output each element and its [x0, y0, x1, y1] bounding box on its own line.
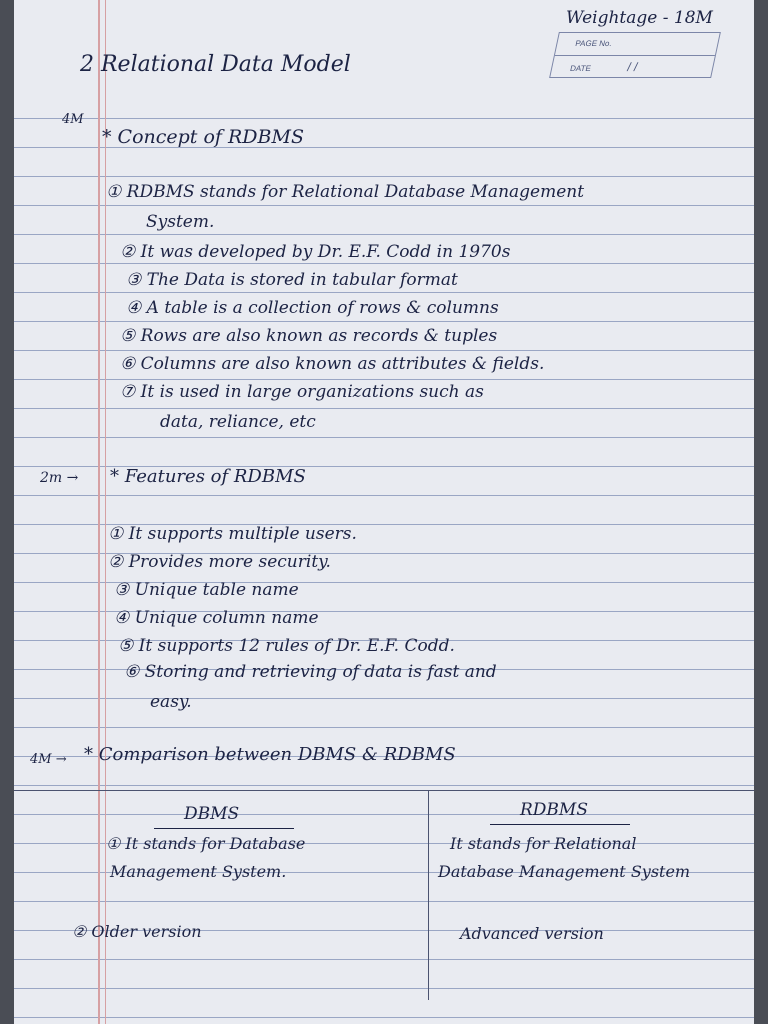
concept-point-3: ③ The Data is stored in tabular format — [126, 270, 458, 290]
features-marks: 2m → — [40, 470, 79, 486]
concept-marks: 4M — [62, 112, 84, 127]
feature-point-2: ② Provides more security. — [108, 552, 331, 572]
concept-point-4: ④ A table is a collection of rows & columns — [126, 298, 499, 318]
rdbms-underline — [490, 824, 630, 825]
page-date-box — [549, 32, 721, 78]
concept-point-1-cont: System. — [146, 212, 215, 232]
page-no-label: PAGE No. — [555, 33, 720, 56]
concept-heading: * Concept of RDBMS — [102, 126, 304, 148]
weightage-note: Weightage - 18M — [566, 8, 713, 28]
concept-point-5: ⑤ Rows are also known as records & tuples — [120, 326, 498, 346]
concept-point-1: ① RDBMS stands for Relational Database Management — [106, 182, 585, 202]
comparison-heading: * Comparison between DBMS & RDBMS — [84, 744, 456, 765]
comparison-col-rdbms: RDBMS — [520, 800, 588, 820]
concept-point-6: ⑥ Columns are also known as attributes & fields. — [120, 354, 545, 374]
feature-point-4: ④ Unique column name — [114, 608, 319, 628]
concept-point-2: ② It was developed by Dr. E.F. Codd in 1970s — [120, 242, 511, 262]
cmp-row1-right-2: Database Management System — [438, 862, 691, 881]
feature-point-3: ③ Unique table name — [114, 580, 299, 600]
comparison-table-divider — [428, 790, 429, 1000]
cmp-row1-right-1: It stands for Relational — [450, 834, 637, 853]
features-heading: * Features of RDBMS — [110, 466, 306, 487]
cmp-row2-left-1: ② Older version — [72, 922, 202, 941]
feature-point-5: ⑤ It supports 12 rules of Dr. E.F. Codd. — [118, 636, 455, 656]
concept-point-7-cont: data, reliance, etc — [160, 412, 316, 432]
date-value: / / — [625, 60, 639, 74]
dbms-underline — [154, 828, 294, 829]
page-title: 2 Relational Data Model — [80, 52, 351, 77]
comparison-col-dbms: DBMS — [184, 804, 240, 824]
margin-line-inner — [105, 0, 106, 1024]
cmp-row2-right-1: Advanced version — [460, 924, 604, 943]
date-label: DATE — [569, 64, 592, 73]
concept-point-7: ⑦ It is used in large organizations such as — [120, 382, 484, 402]
cmp-row1-left-1: ① It stands for Database — [106, 834, 306, 853]
comparison-marks: 4M → — [30, 752, 67, 767]
date-row — [550, 56, 715, 78]
feature-point-6: ⑥ Storing and retrieving of data is fast and — [124, 662, 497, 682]
cmp-row1-left-2: Management System. — [110, 862, 287, 881]
feature-point-6-cont: easy. — [150, 692, 192, 712]
notebook-page — [14, 0, 754, 1024]
margin-line — [98, 0, 100, 1024]
comparison-table-top-line — [14, 790, 754, 791]
feature-point-1: ① It supports multiple users. — [108, 524, 357, 544]
